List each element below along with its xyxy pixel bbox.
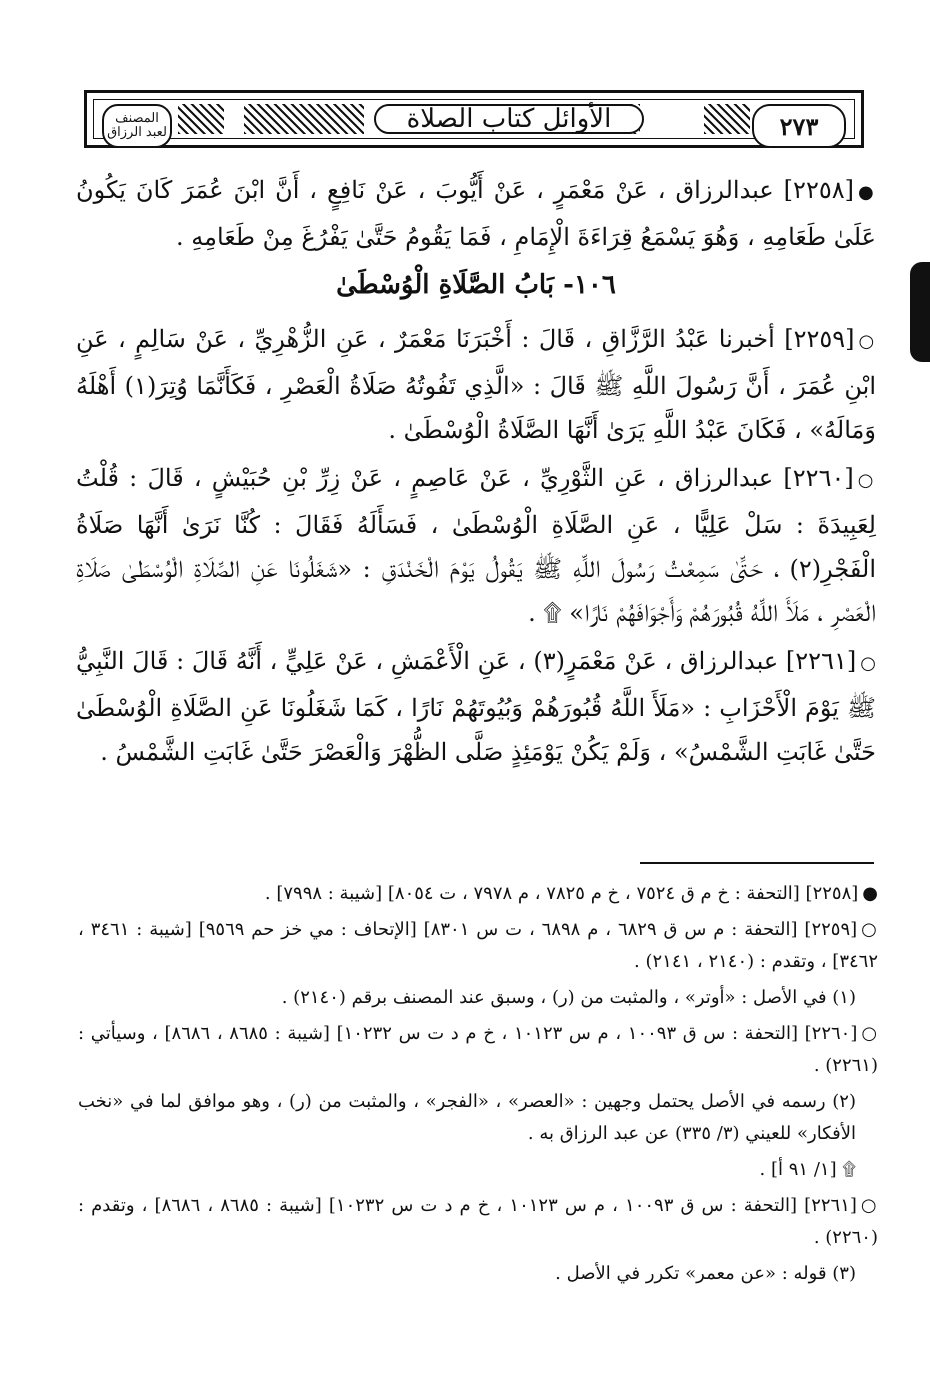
ornament-center-left [244,104,364,134]
footnote-2258 [78,878,878,910]
open-circle-icon: ○ [861,1023,878,1044]
filled-circle-icon: ● [862,883,878,904]
footnote-text: [٢٢٦١] [التحفة : س ق ١٠٠٩٣ ، م س ١٠١٢٣ ، خ م د ت س ١٠٢٣٢] [شيبة : ٨٦٨٥ ، ٨٦٨٦] ، وتقدم : (٢٢٦٠) . [78,1195,878,1248]
hadith-2258 [76,168,876,259]
footnote-2260 [78,1018,878,1082]
open-circle-icon: ○ [858,331,876,352]
footnote-1: (١) في الأصل : «أوتر» ، والمثبت من (ر) ، وسبق عند المصنف برقم (٢١٤٠) . [281,987,856,1008]
open-circle-icon: ○ [860,1195,878,1216]
open-circle-icon: ○ [861,919,879,940]
open-circle-icon: ○ [860,653,876,674]
page-header [84,90,864,148]
hadith-text: [٢٢٥٨] عبدالرزاق ، عَنْ مَعْمَرٍ ، عَنْ أَيُّوبَ ، عَنْ نَافِعٍ ، أَنَّ ابْنَ عُمَرَ كَانَ يَكُونُ عَلَىٰ طَعَامِهِ ، وَهُوَ يَسْمَعُ قِرَاءَةَ الْإِمَامِ ، فَمَا يَقُومُ حَتَّىٰ يَفْرُغَ مِنْ طَعَامِهِ . [76,176,876,251]
footnote-divider [640,862,874,864]
footnote-text: [٢٢٦٠] [التحفة : س ق ١٠٠٩٣ ، م س ١٠١٢٣ ، خ م د ت س ١٠٢٣٢] [شيبة : ٨٦٨٥ ، ٨٦٨٦] ، وسيأتي : (٢٢٦١) . [78,1023,878,1076]
footnote-text: [٢٢٥٨] [التحفة : خ م ق ٧٥٢٤ ، خ م ٧٨٢٥ ، م ٧٩٧٨ ، ت ٨٠٥٤] [شيبة : ٧٩٩٨] . [264,883,859,904]
chapter-heading: ١٠٦- بَابُ الصَّلَاةِ الْوُسْطَىٰ [336,270,616,300]
hadith-text: [٢٢٦١] عبدالرزاق ، عَنْ مَعْمَرٍ(٣) ، عَنِ الْأَعْمَشِ ، عَنْ عَلِيٍّ ، أَنَّهُ قَالَ : قَالَ النَّبِيُّ ﷺ يَوْمَ الْأَحْزَابِ : «مَلَأَ اللَّهُ قُبُورَهُمْ وَبُيُوتَهُمْ نَارًا ، كَمَا شَغَلُونَا عَنِ الصَّلَاةِ الْوُسْطَىٰ حَتَّىٰ غَابَتِ الشَّمْسُ» ، وَلَمْ يَكُنْ يَوْمَئِذٍ صَلَّى الظُّهْرَ وَالْعَصْرَ حَتَّىٰ غَابَتِ الشَّمْسُ . [76,647,876,766]
footnote-2: (٢) رسمه في الأصل يحتمل وجهين : «العصر» ، «الفجر» ، والمثبت من (ر) ، وهو موافق لما في «نخب الأفكار» للعيني (٣/ ٣٣٥) عن عبد الرزاق به . [78,1091,856,1144]
footnote-text: [٢٢٥٩] [التحفة : م س ق ٦٨٢٩ ، م ٦٨٩٨ ، ت س ٨٣٠١] [الإتحاف : مي خز حم ٩٥٦٩] [شيبة : ٣٤٦١ ، ٣٤٦٢] ، وتقدم : (٢١٤٠ ، ٢١٤١) . [78,919,878,972]
hadith-2259 [76,317,876,452]
hadith-2261 [76,639,876,774]
filled-circle-icon: ● [857,182,876,203]
footnote-3: (٣) قوله : «عن معمر» تكرر في الأصل . [555,1263,856,1284]
open-circle-icon: ○ [857,470,876,491]
ornament-left [178,104,224,134]
footnote-2-ms-ref: ۩ [١/ ٩١ أ] . [759,1159,856,1180]
footnotes [78,878,878,1294]
running-title: الأوائل كتاب الصلاة [374,104,644,134]
hadith-2260 [76,456,876,635]
footnote-2259 [78,914,878,978]
page-edge-mark [910,262,930,362]
footnote-2261 [78,1190,878,1254]
main-text [76,168,876,778]
ornament-right [704,104,750,134]
hadith-text: [٢٢٦٠] عبدالرزاق ، عَنِ الثَّوْرِيِّ ، عَنْ عَاصِمٍ ، عَنْ زِرِّ بْنِ حُبَيْشٍ ، قَالَ : قُلْتُ لِعَبِيدَةَ : سَلْ عَلِيًّا ، عَنِ الصَّلَاةِ الْوُسْطَىٰ ، فَسَأَلَهُ فَقَالَ : كُنَّا نَرَىٰ أَنَّهَا صَلَاةُ الْفَجْرِ(٢) ، حَتَّىٰ سَمِعْتُ رَسُولَ اللَّهِ ﷺ يَقُولُ يَوْمَ الْخَنْدَقِ : «شَغَلُونَا عَنِ الصَّلَاةِ الْوُسْطَىٰ صَلَاةِ الْعَصْرِ ، مَلَأَ اللَّهُ قُبُورَهُمْ وَأَجْوَافَهُمْ نَارًا» ۩ . [76,464,876,627]
header-frame [93,99,855,139]
hadith-text: [٢٢٥٩] أخبرنا عَبْدُ الرَّزَّاقِ ، قَالَ : أَخْبَرَنَا مَعْمَرٌ ، عَنِ الزُّهْرِيِّ ، عَنْ سَالِمٍ ، عَنِ ابْنِ عُمَرَ ، أَنَّ رَسُولَ اللَّهِ ﷺ قَالَ : «الَّذِي تَفُوتُهُ صَلَاةُ الْعَصْرِ ، فَكَأَنَّمَا وُتِرَ(١) أَهْلَهُ وَمَالَهُ» ، فَكَانَ عَبْدُ اللَّهِ يَرَىٰ أَنَّهَا الصَّلَاةُ الْوُسْطَىٰ . [76,325,876,444]
page-number: ٢٧٣ [752,104,846,148]
book-logo: المصنف لعبد الرزاق [102,104,172,148]
